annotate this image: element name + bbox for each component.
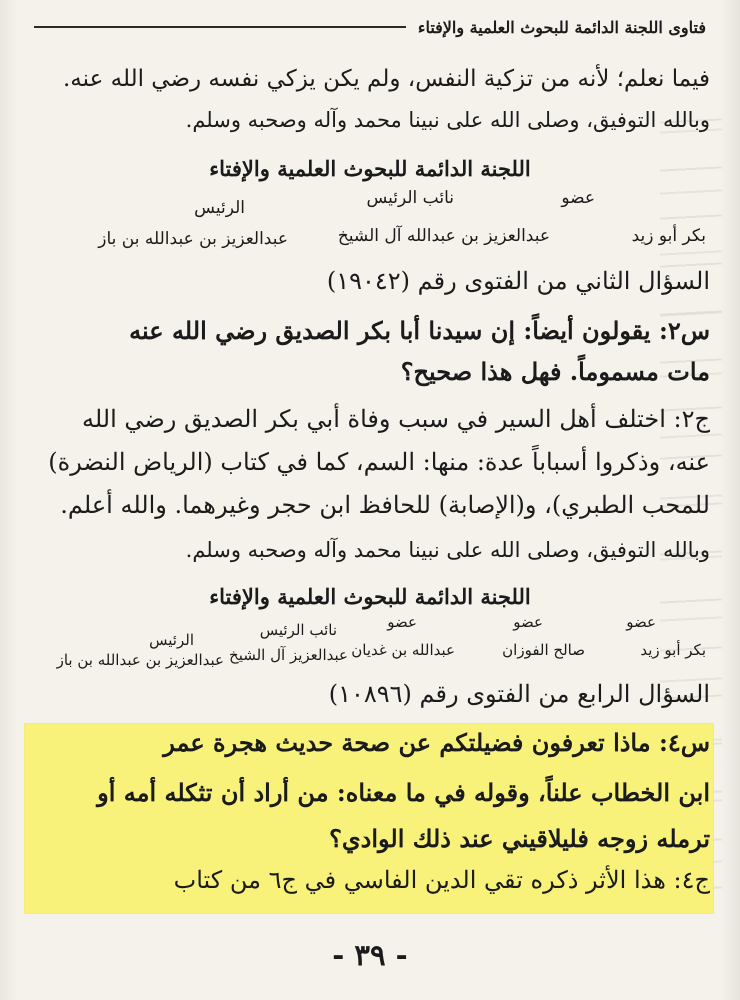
question4-q-line1: س٤: ماذا تعرفون فضيلتكم عن صحة حديث هجرة عمر	[163, 728, 710, 757]
committee2-name-2: صالح الفوزان	[502, 641, 585, 659]
page-number: - ٣٩ -	[332, 938, 408, 972]
committee2-name-1: بكر أبو زيد	[640, 641, 706, 659]
committee1-name-1: بكر أبو زيد	[631, 226, 706, 246]
committee1-name-2: عبدالعزيز بن عبدالله آل الشيخ	[337, 226, 550, 246]
question2-q-line2: مات مسموماً. فهل هذا صحيح؟	[400, 357, 710, 386]
question4-q-line3: ترمله زوجه فليلاقيني عند ذلك الوادي؟	[329, 824, 710, 853]
committee2-name-3: عبدالله بن غديان	[351, 641, 455, 659]
committee2-name-4: عبدالعزيز آل الشيخ	[229, 646, 348, 664]
committee2-role-3: عضو	[387, 613, 417, 631]
committee2-role-2: عضو	[513, 613, 543, 631]
question4-q-line2: ابن الخطاب علناً، وقوله في ما معناه: من أراد أن تثكله أمه أو	[97, 778, 710, 807]
committee1-role-1: عضو	[561, 188, 595, 208]
committee2-title: اللجنة الدائمة للبحوث العلمية والإفتاء	[209, 584, 531, 609]
header-rule	[34, 26, 406, 27]
committee1-role-3: الرئيس	[194, 198, 245, 218]
question4-heading: السؤال الرابع من الفتوى رقم (١٠٨٩٦)	[328, 680, 710, 708]
committee1-role-2: نائب الرئيس	[366, 188, 454, 208]
block1-line2: وبالله التوفيق، وصلى الله على نبينا محمد وآله وصحبه وسلم.	[185, 108, 710, 132]
question2-a-line1: ج٢: اختلف أهل السير في سبب وفاة أبي بكر الصديق رضي الله	[81, 405, 710, 433]
running-title: فتاوى اللجنة الدائمة للبحوث العلمية والإفتاء	[417, 17, 706, 37]
question2-a-line2: عنه، وذكروا أسباباً عدة: منها: السم، كما في كتاب (الرياض النضرة)	[48, 448, 710, 476]
question2-q-line1: س٢: يقولون أيضاً: إن سيدنا أبا بكر الصديق رضي الله عنه	[129, 316, 710, 345]
committee2-role-5: الرئيس	[149, 631, 194, 649]
committee1-title: اللجنة الدائمة للبحوث العلمية والإفتاء	[209, 156, 531, 181]
running-header	[34, 10, 706, 44]
committee1-name-3: عبدالعزيز بن عبدالله بن باز	[98, 229, 288, 249]
committee2-role-1: عضو	[626, 613, 656, 631]
block1-line1: فيما نعلم؛ لأنه من تزكية النفس، ولم يكن يزكي نفسه رضي الله عنه.	[63, 66, 710, 92]
committee2-role-4: نائب الرئيس	[259, 621, 337, 639]
question2-heading: السؤال الثاني من الفتوى رقم (١٩٠٤٢)	[326, 267, 710, 295]
question4-a-line1: ج٤: هذا الأثر ذكره تقي الدين الفاسي في ج٦ من كتاب	[173, 866, 710, 894]
question2-closing: وبالله التوفيق، وصلى الله على نبينا محمد وآله وصحبه وسلم.	[185, 538, 710, 562]
question2-a-line3: للمحب الطبري)، و(الإصابة) للحافظ ابن حجر وغيرهما. والله أعلم.	[60, 491, 710, 519]
committee2-name-5: عبدالعزيز بن عبدالله بن باز	[56, 651, 224, 669]
